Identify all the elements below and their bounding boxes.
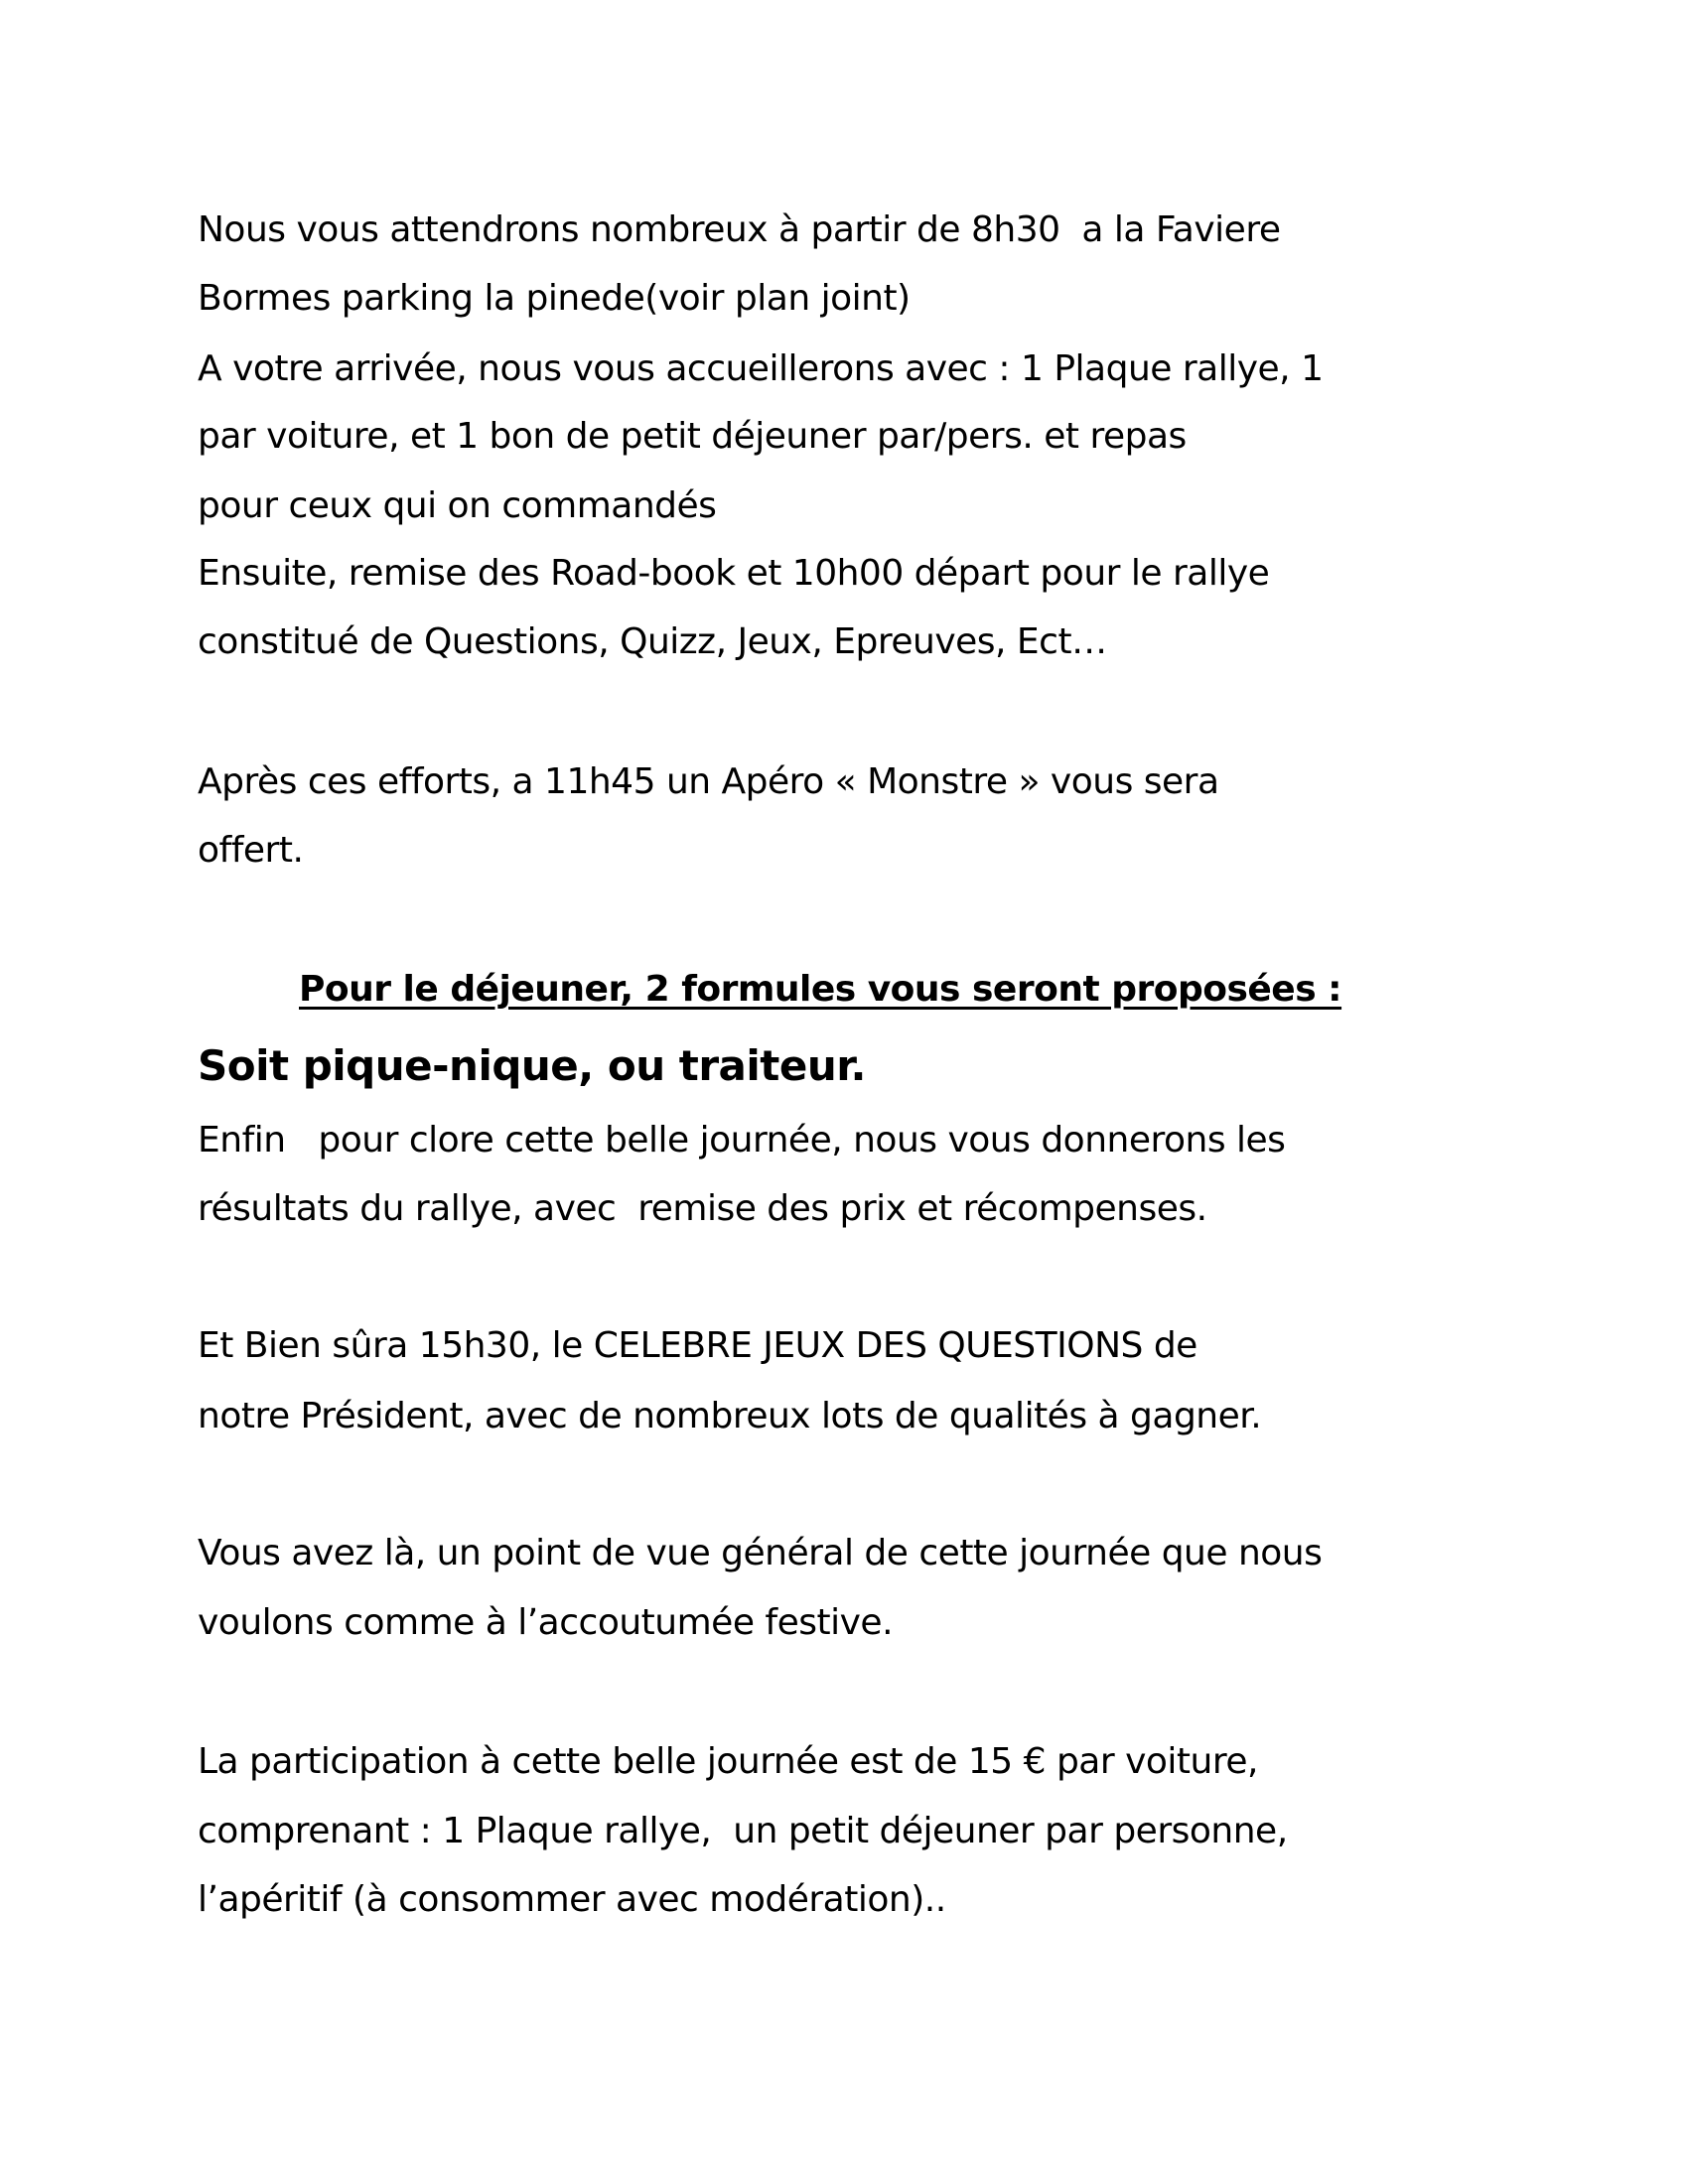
paragraph-line: voulons comme à l’accoutumée festive. xyxy=(198,1602,894,1643)
paragraph-line: l’apéritif (à consommer avec modération).. xyxy=(198,1879,946,1920)
section-heading: Pour le déjeuner, 2 formules vous seront proposées : xyxy=(299,969,1342,1010)
paragraph-line: Vous avez là, un point de vue général de cette journée que nous xyxy=(198,1533,1323,1573)
paragraph-line: A votre arrivée, nous vous accueillerons avec : 1 Plaque rallye, 1 xyxy=(198,348,1324,389)
paragraph-line: offert. xyxy=(198,830,304,871)
paragraph-line: Bormes parking la pinede(voir plan joint) xyxy=(198,278,911,319)
paragraph-line: La participation à cette belle journée est de 15 € par voiture, xyxy=(198,1741,1258,1782)
paragraph-line: par voiture, et 1 bon de petit déjeuner par/pers. et repas xyxy=(198,416,1187,457)
paragraph-line: résultats du rallye, avec remise des prix et récompenses. xyxy=(198,1188,1207,1229)
paragraph-line: Et Bien sûra 15h30, le CELEBRE JEUX DES QUESTIONS de xyxy=(198,1325,1197,1366)
lunch-options: Soit pique-nique, ou traiteur. xyxy=(198,1041,866,1090)
paragraph-line: Après ces efforts, a 11h45 un Apéro « Monstre » vous sera xyxy=(198,761,1219,802)
paragraph-line: Enfin pour clore cette belle journée, nous vous donnerons les xyxy=(198,1120,1286,1160)
paragraph-line: notre Président, avec de nombreux lots de qualités à gagner. xyxy=(198,1396,1262,1436)
paragraph-line: Ensuite, remise des Road-book et 10h00 départ pour le rallye xyxy=(198,553,1270,594)
paragraph-line: constitué de Questions, Quizz, Jeux, Epreuves, Ect… xyxy=(198,621,1107,662)
paragraph-line: pour ceux qui on commandés xyxy=(198,485,717,526)
paragraph-line: Nous vous attendrons nombreux à partir de 8h30 a la Faviere xyxy=(198,209,1281,250)
paragraph-line: comprenant : 1 Plaque rallye, un petit déjeuner par personne, xyxy=(198,1811,1288,1851)
